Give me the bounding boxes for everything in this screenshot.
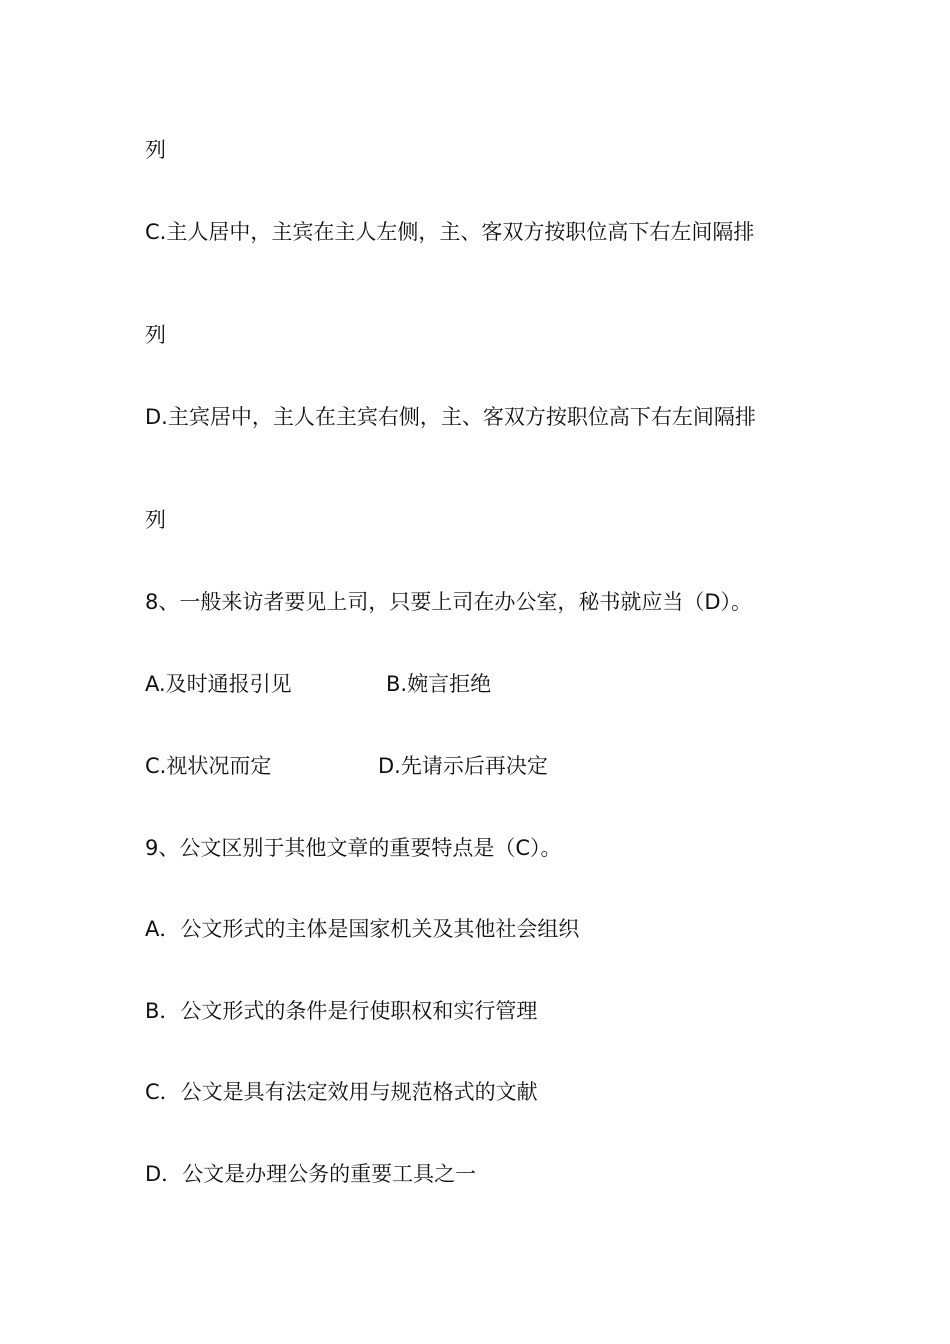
question-8: 8、一般来访者要见上司，只要上司在办公室，秘书就应当（D）。 — [145, 590, 753, 614]
q8-option-b: B.婉言拒绝 — [386, 672, 492, 696]
q9-option-d: D．公文是办理公务的重要工具之一 — [145, 1162, 477, 1186]
option-c-line: C.主人居中，主宾在主人左侧，主、客双方按职位高下右左间隔排 — [145, 220, 755, 244]
q9-option-b: B．公文形式的条件是行使职权和实行管理 — [145, 999, 538, 1023]
q8-option-a: A.及时通报引见 — [145, 672, 292, 696]
text-line-continuation-1: 列 — [145, 138, 166, 162]
q8-option-d: D.先请示后再决定 — [378, 754, 548, 778]
q9-option-a: A．公文形式的主体是国家机关及其他社会组织 — [145, 917, 580, 941]
option-d-line: D.主宾居中，主人在主宾右侧，主、客双方按职位高下右左间隔排 — [145, 405, 756, 429]
question-9: 9、公文区别于其他文章的重要特点是（C）。 — [145, 836, 562, 860]
text-line-continuation-3: 列 — [145, 508, 166, 532]
q9-option-c: C．公文是具有法定效用与规范格式的文献 — [145, 1080, 538, 1104]
text-line-continuation-2: 列 — [145, 323, 166, 347]
q8-option-c: C.视状况而定 — [145, 754, 272, 778]
